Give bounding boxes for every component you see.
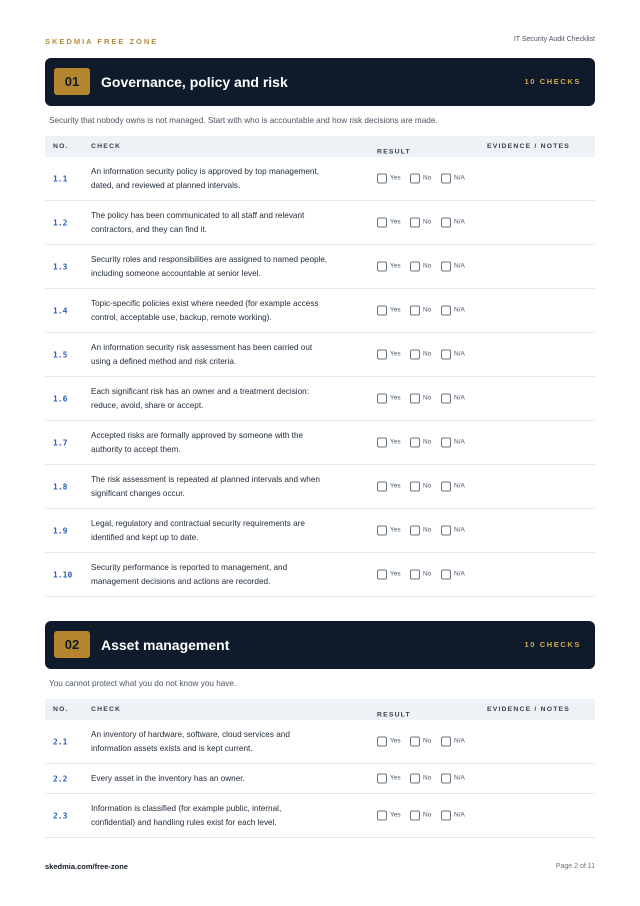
checkbox-na[interactable] (441, 525, 451, 535)
checkbox-no[interactable] (410, 393, 420, 403)
checkbox-no[interactable] (410, 736, 420, 746)
checkbox-na[interactable] (441, 261, 451, 271)
result-options (377, 569, 477, 580)
evidence-notes-field[interactable] (487, 201, 595, 244)
evidence-notes-field[interactable] (487, 245, 595, 288)
table-row (45, 720, 595, 764)
checkbox-label-na: N/A (454, 394, 465, 401)
page-number: Page 2 of 11 (555, 863, 595, 870)
section-header (45, 621, 595, 669)
check-text (91, 517, 361, 545)
checkbox-na[interactable] (441, 569, 451, 579)
checkbox-label-yes: Yes (390, 350, 401, 357)
page-header (45, 34, 595, 50)
result-options (377, 481, 477, 492)
checkbox-label-na: N/A (454, 570, 465, 577)
check-text-line: control, acceptable use, backup, remote working). (91, 312, 272, 322)
checkbox-label-na: N/A (454, 811, 465, 818)
check-text (91, 297, 361, 325)
section-intro: You cannot protect what you do not know you have. (49, 679, 237, 688)
checkbox-label-na: N/A (454, 774, 465, 781)
check-text-line: Accepted risks are formally approved by someone with the (91, 430, 304, 440)
checkbox-label-no: No (423, 174, 432, 181)
table-row (45, 245, 595, 289)
evidence-notes-field[interactable] (487, 794, 595, 837)
checkbox-yes[interactable] (377, 810, 387, 820)
checkbox-yes[interactable] (377, 173, 387, 183)
checkbox-na[interactable] (441, 349, 451, 359)
evidence-notes-field[interactable] (487, 465, 595, 508)
checkbox-yes[interactable] (377, 217, 387, 227)
table-row (45, 465, 595, 509)
checklist-table (45, 699, 595, 838)
section-check-count: 10 CHECKS (524, 640, 581, 649)
check-text-line: management decisions and actions are recorded. (91, 576, 271, 586)
checkbox-na[interactable] (441, 173, 451, 183)
checkbox-label-yes: Yes (390, 811, 401, 818)
check-text-line: including someone accountable at senior level. (91, 268, 261, 278)
checkbox-label-na: N/A (454, 482, 465, 489)
check-text-line: Information is classified (for example public, internal, (91, 803, 282, 813)
table-row (45, 794, 595, 838)
evidence-notes-field[interactable] (487, 421, 595, 464)
evidence-notes-field[interactable] (487, 720, 595, 763)
checkbox-no[interactable] (410, 810, 420, 820)
checkbox-no[interactable] (410, 217, 420, 227)
column-header-result: RESULT (377, 711, 411, 718)
check-text (91, 728, 361, 756)
checkbox-no[interactable] (410, 173, 420, 183)
result-options (377, 393, 477, 404)
check-text (91, 772, 361, 786)
section-title: Governance, policy and risk (101, 74, 288, 90)
check-text (91, 253, 361, 281)
checkbox-yes[interactable] (377, 525, 387, 535)
evidence-notes-field[interactable] (487, 764, 595, 793)
checkbox-label-na: N/A (454, 526, 465, 533)
result-options (377, 261, 477, 272)
checkbox-label-no: No (423, 526, 432, 533)
result-options (377, 525, 477, 536)
table-row (45, 333, 595, 377)
checkbox-label-na: N/A (454, 218, 465, 225)
check-number: 1.10 (53, 570, 73, 579)
result-options (377, 173, 477, 184)
checkbox-yes[interactable] (377, 736, 387, 746)
check-text (91, 341, 361, 369)
checkbox-label-na: N/A (454, 262, 465, 269)
checkbox-na[interactable] (441, 393, 451, 403)
check-text (91, 561, 361, 589)
column-header-check: CHECK (91, 143, 122, 150)
checklist-table (45, 136, 595, 597)
brand-label: SKEDMIA FREE ZONE (45, 37, 159, 46)
check-text-line: Every asset in the inventory has an owner. (91, 773, 245, 783)
checkbox-no[interactable] (410, 261, 420, 271)
check-text-line: contractors, and they can find it. (91, 224, 208, 234)
check-text-line: Topic-specific policies exist where needed (for example access (91, 298, 319, 308)
checkbox-no[interactable] (410, 569, 420, 579)
checkbox-yes[interactable] (377, 393, 387, 403)
evidence-notes-field[interactable] (487, 509, 595, 552)
check-text-line: Each significant risk has an owner and a treatment decision: (91, 386, 309, 396)
checkbox-label-yes: Yes (390, 570, 401, 577)
checkbox-na[interactable] (441, 773, 451, 783)
checkbox-yes[interactable] (377, 305, 387, 315)
checkbox-label-no: No (423, 737, 432, 744)
checkbox-yes[interactable] (377, 773, 387, 783)
check-number: 1.3 (53, 262, 68, 271)
table-header-row (45, 136, 595, 157)
check-text-line: An inventory of hardware, software, cloud services and (91, 729, 290, 739)
checkbox-no[interactable] (410, 349, 420, 359)
check-number: 2.2 (53, 774, 68, 783)
checkbox-label-no: No (423, 774, 432, 781)
checkbox-na[interactable] (441, 481, 451, 491)
checkbox-no[interactable] (410, 525, 420, 535)
check-text-line: The risk assessment is repeated at planned intervals and when (91, 474, 320, 484)
checkbox-na[interactable] (441, 810, 451, 820)
evidence-notes-field[interactable] (487, 333, 595, 376)
check-number: 1.2 (53, 218, 68, 227)
checkbox-label-yes: Yes (390, 174, 401, 181)
check-number: 1.4 (53, 306, 68, 315)
column-header-no: NO. (53, 143, 69, 150)
check-text-line: information assets exists and is kept current. (91, 743, 253, 753)
checkbox-label-no: No (423, 306, 432, 313)
check-text (91, 802, 361, 830)
table-row (45, 421, 595, 465)
check-number: 1.1 (53, 174, 68, 183)
checkbox-na[interactable] (441, 736, 451, 746)
evidence-notes-field[interactable] (487, 377, 595, 420)
check-text-line: An information security risk assessment has been carried out (91, 342, 313, 352)
checkbox-label-na: N/A (454, 306, 465, 313)
check-text-line: dated, and reviewed at planned intervals. (91, 180, 241, 190)
section-intro: Security that nobody owns is not managed. Start with who is accountable and how risk decisions are made. (49, 116, 438, 125)
check-text-line: Security roles and responsibilities are assigned to named people, (91, 254, 328, 264)
checkbox-label-yes: Yes (390, 306, 401, 313)
check-number: 1.9 (53, 526, 68, 535)
check-number: 2.3 (53, 811, 68, 820)
checkbox-label-no: No (423, 482, 432, 489)
check-text (91, 165, 361, 193)
check-number: 1.6 (53, 394, 68, 403)
table-row (45, 289, 595, 333)
column-header-evidence: EVIDENCE / NOTES (487, 143, 571, 150)
checkbox-label-yes: Yes (390, 262, 401, 269)
evidence-notes-field[interactable] (487, 289, 595, 332)
check-text-line: identified and kept up to date. (91, 532, 199, 542)
checkbox-na[interactable] (441, 217, 451, 227)
checkbox-label-yes: Yes (390, 526, 401, 533)
result-options (377, 773, 477, 784)
checkbox-na[interactable] (441, 437, 451, 447)
check-text (91, 209, 361, 237)
section-number-badge: 01 (54, 68, 90, 95)
section-title: Asset management (101, 637, 230, 653)
checkbox-no[interactable] (410, 437, 420, 447)
table-row (45, 509, 595, 553)
checkbox-label-na: N/A (454, 174, 465, 181)
checkbox-label-na: N/A (454, 350, 465, 357)
check-number: 1.8 (53, 482, 68, 491)
checkbox-label-no: No (423, 218, 432, 225)
checkbox-label-no: No (423, 394, 432, 401)
page-footer (45, 862, 595, 874)
checkbox-label-no: No (423, 438, 432, 445)
checkbox-label-na: N/A (454, 737, 465, 744)
check-number: 1.5 (53, 350, 68, 359)
section-check-count: 10 CHECKS (524, 77, 581, 86)
table-row (45, 201, 595, 245)
column-header-evidence: EVIDENCE / NOTES (487, 706, 571, 713)
check-text (91, 429, 361, 457)
checkbox-yes[interactable] (377, 437, 387, 447)
checkbox-label-yes: Yes (390, 482, 401, 489)
check-text (91, 473, 361, 501)
check-text-line: Security performance is reported to management, and (91, 562, 288, 572)
check-number: 1.7 (53, 438, 68, 447)
checkbox-label-yes: Yes (390, 394, 401, 401)
check-text-line: authority to accept them. (91, 444, 181, 454)
checkbox-label-yes: Yes (390, 737, 401, 744)
checkbox-no[interactable] (410, 305, 420, 315)
checkbox-label-na: N/A (454, 438, 465, 445)
checkbox-no[interactable] (410, 481, 420, 491)
result-options (377, 437, 477, 448)
result-options (377, 736, 477, 747)
result-options (377, 349, 477, 360)
checkbox-yes[interactable] (377, 569, 387, 579)
document-title: IT Security Audit Checklist (513, 36, 595, 43)
check-text-line: Legal, regulatory and contractual security requirements are (91, 518, 305, 528)
section-header (45, 58, 595, 106)
checkbox-label-yes: Yes (390, 774, 401, 781)
table-row (45, 553, 595, 597)
check-text-line: An information security policy is approved by top management, (91, 166, 320, 176)
checkbox-label-no: No (423, 570, 432, 577)
check-text-line: using a defined method and risk criteria. (91, 356, 237, 366)
result-options (377, 810, 477, 821)
result-options (377, 217, 477, 228)
check-text (91, 385, 361, 413)
checkbox-yes[interactable] (377, 261, 387, 271)
checkbox-yes[interactable] (377, 349, 387, 359)
checkbox-label-yes: Yes (390, 218, 401, 225)
checkbox-label-yes: Yes (390, 438, 401, 445)
section-number-badge: 02 (54, 631, 90, 658)
evidence-notes-field[interactable] (487, 553, 595, 596)
column-header-result: RESULT (377, 148, 411, 155)
checkbox-no[interactable] (410, 773, 420, 783)
check-text-line: The policy has been communicated to all staff and relevant (91, 210, 305, 220)
column-header-no: NO. (53, 706, 69, 713)
check-text-line: significant changes occur. (91, 488, 185, 498)
check-text-line: confidential) and handling rules exist for each level. (91, 817, 277, 827)
table-row (45, 157, 595, 201)
checkbox-label-no: No (423, 811, 432, 818)
checkbox-yes[interactable] (377, 481, 387, 491)
checkbox-na[interactable] (441, 305, 451, 315)
checkbox-label-no: No (423, 262, 432, 269)
checkbox-label-no: No (423, 350, 432, 357)
site-link[interactable]: skedmia.com/free-zone (45, 862, 128, 871)
result-options (377, 305, 477, 316)
column-header-check: CHECK (91, 706, 122, 713)
check-number: 2.1 (53, 737, 68, 746)
check-text-line: reduce, avoid, share or accept. (91, 400, 204, 410)
table-row (45, 764, 595, 794)
table-row (45, 377, 595, 421)
evidence-notes-field[interactable] (487, 157, 595, 200)
table-header-row (45, 699, 595, 720)
